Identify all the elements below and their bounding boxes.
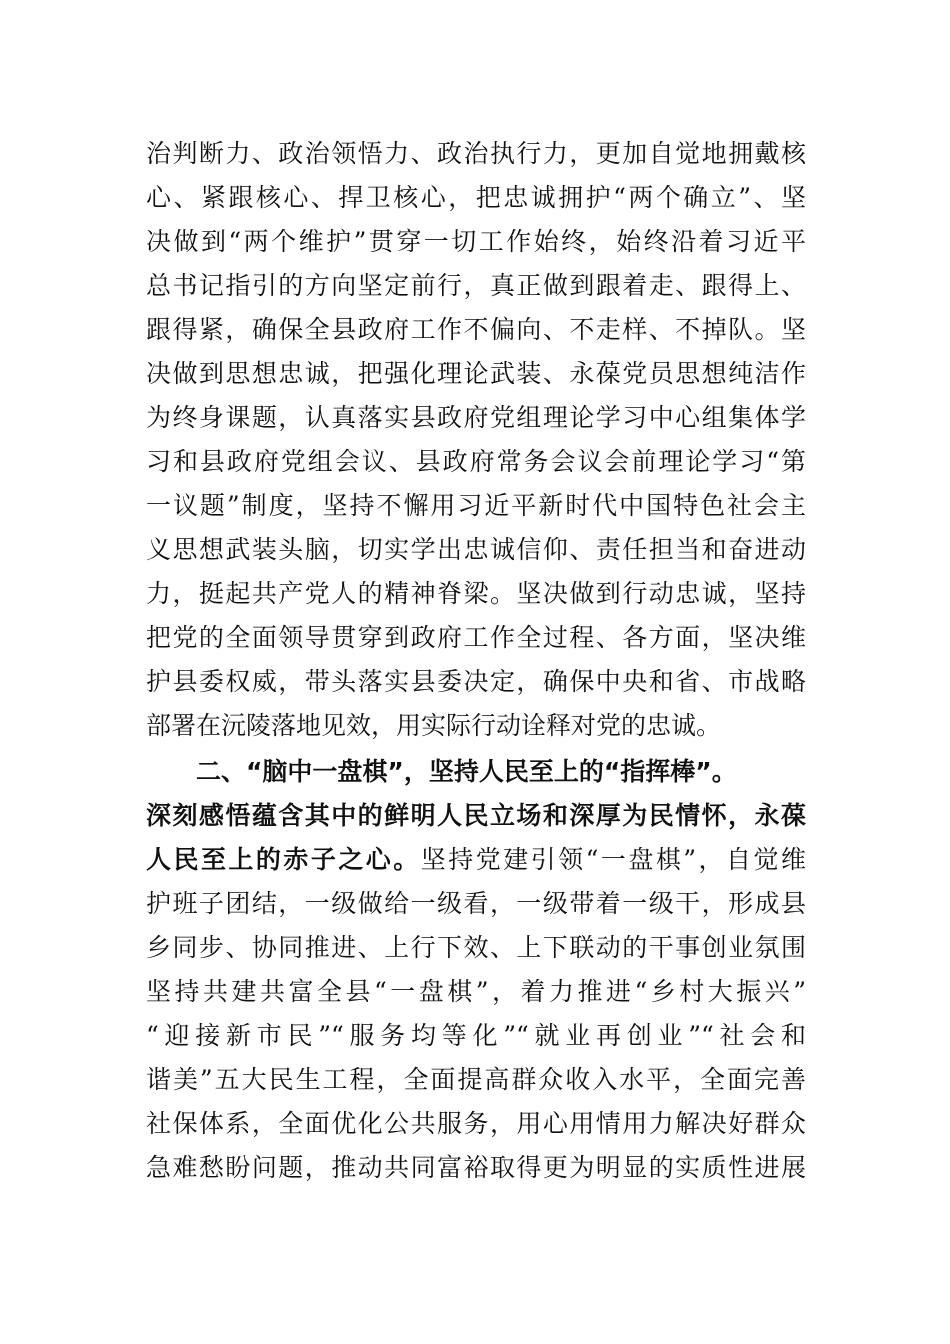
body-line: 决做到“两个维护”贯穿一切工作始终，始终沿着习近平: [146, 227, 806, 256]
body-line: 习和县政府党组会议、县政府常务会议会前理论学习“第: [146, 447, 806, 476]
body-line: 部署在沅陵落地见效，用实际行动诠释对党的忠诚。: [146, 711, 722, 740]
body-text: 坚持党建引领“一盘棋”，自觉维: [420, 845, 806, 874]
mixed-line: [146, 838, 806, 882]
body-line: “迎接新市民”“服务均等化”“就业再创业”“社会和: [146, 1021, 806, 1050]
body-line: 义思想武装头脑，切实学出忠诚信仰、责任担当和奋进动: [146, 535, 806, 564]
heading-tail: 人民至上的赤子之心。: [146, 845, 421, 874]
section-heading-continued: 深刻感悟蕴含其中的鲜明人民立场和深厚为民情怀，永葆: [146, 801, 806, 830]
body-line: 决做到思想忠诚，把强化理论武装、永葆党员思想纯洁作: [146, 359, 806, 388]
body-line: 社保体系，全面优化公共服务，用心用情用力解决好群众: [146, 1109, 806, 1138]
body-line: 心、紧跟核心、捍卫核心，把忠诚拥护“两个确立”、坚: [146, 183, 806, 212]
body-line: 乡同步、协同推进、上行下效、上下联动的干事创业氛围: [146, 933, 806, 962]
body-line: 一议题”制度，坚持不懈用习近平新时代中国特色社会主: [146, 491, 806, 520]
section-heading: 二、“脑中一盘棋”，坚持人民至上的“指挥棒”。: [196, 757, 737, 786]
body-line: 护县委权威，带头落实县委决定，确保中央和省、市战略: [146, 667, 806, 696]
body-line: 力，挺起共产党人的精神脊梁。坚决做到行动忠诚，坚持: [146, 579, 806, 608]
body-line: 为终身课题，认真落实县政府党组理论学习中心组集体学: [146, 403, 806, 432]
body-line: 总书记指引的方向坚定前行，真正做到跟着走、跟得上、: [146, 271, 806, 300]
body-line: 把党的全面领导贯穿到政府工作全过程、各方面，坚决维: [146, 623, 806, 652]
body-line: 急难愁盼问题，推动共同富裕取得更为明显的实质性进展: [146, 1153, 806, 1182]
body-line: 治判断力、政治领悟力、政治执行力，更加自觉地拥戴核: [146, 139, 806, 168]
body-line: 谐美”五大民生工程，全面提高群众收入水平，全面完善: [146, 1065, 806, 1094]
body-line: 护班子团结，一级做给一级看，一级带着一级干，形成县: [146, 889, 806, 918]
body-line: 跟得紧，确保全县政府工作不偏向、不走样、不掉队。坚: [146, 315, 806, 344]
body-line: 坚持共建共富全县“一盘棋”，着力推进“乡村大振兴”: [146, 977, 806, 1006]
